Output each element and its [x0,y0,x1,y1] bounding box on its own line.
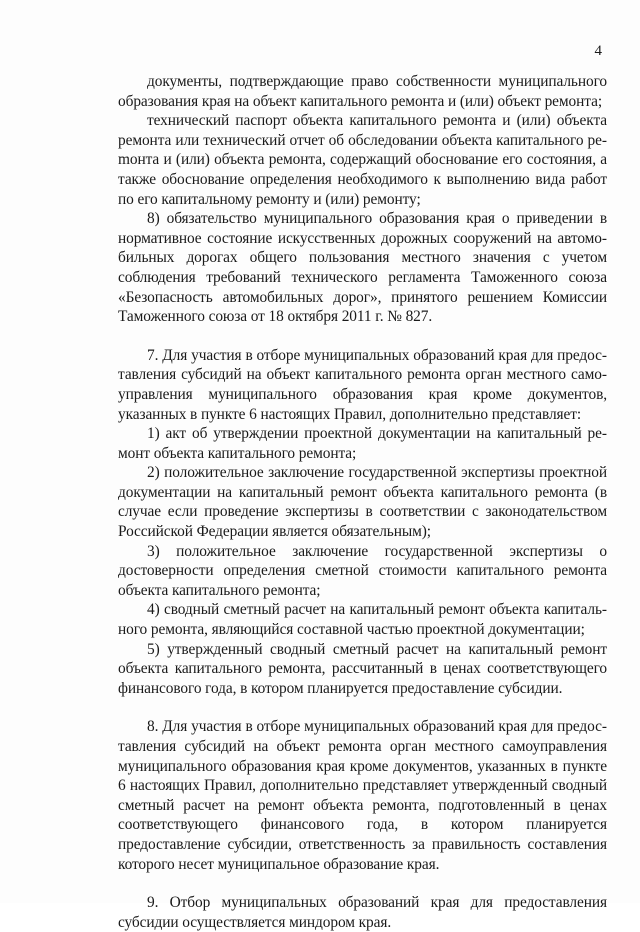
paragraph-item-8-obligation: 8) обязательство муниципального образования края о приведении в нормативное состояние искусственных дорожных сооружений на автомобильных дорогах общего пользования местного значения с учетом соблюдения требований технического регламента Таможенного союза «Безопасность автомобильных дорог», принятого решением Комиссии Таможенного союза от 18 октября 2011 г. № 827. [118,210,607,326]
paragraph-clause-7: 7. Для участия в отборе муниципальных образований края для предоставления субсидий на объект капитального ремонта орган местного самоуправления муниципального образования края кроме документов, указанных в пункте 6 настоящих Правил, дополнительно представляет: [118,346,607,423]
paragraph-technical-passport: технический паспорт объекта капитального ремонта и (или) объекта ремонта или технический отчет об обследовании объекта капитального реmонта и (или) объекта ремонта, содержащий обоснование его состояния, а также обоснование определения необходимого к выполнению вида работ по его капитальному ремонту и (или) ремонту; [118,112,607,208]
page-number: 4 [594,43,602,59]
document-body [118,72,607,932]
paragraph-clause-7-item-5: 5) утвержденный сводный сметный расчет на капитальный ремонт объекта капитального ремонта, рассчитанный в ценах соответствующего финансового года, в котором планируется предоставление субсидии. [118,640,607,697]
paragraph-clause-7-item-3: 3) положительное заключение государственной экспертизы о достоверности определения сметной стоимости капитального ремонта объекта капитального ремонта; [118,542,607,599]
paragraph-clause-7-item-1: 1) акт об утверждении проектной документации на капитальный ремонт объекта капитального ремонта; [118,425,607,462]
paragraph-clause-8: 8. Для участия в отборе муниципальных образований края для предоставления субсидий на объект ремонта орган местного самоуправления муниципального образования края кроме документов, указанных в пункте 6 настоящих Правил, дополнительно представляет утвержденный сводный сметный расчет на ремонт объекта ремонта, подготовленный в ценах соответствующего финансового года, в котором планируется предоставление субсидии, ответственность за правильность составления которого несет муниципальное образование края. [118,718,607,873]
paragraph-clause-7-item-2: 2) положительное заключение государственной экспертизы проектной документации на капитальный ремонт объекта капитального ремонта (в случае если проведение экспертизы в соответствии с законодательством Российской Федерации является обязательным); [118,464,607,541]
paragraph-clause-7-item-4: 4) сводный сметный расчет на капитальный ремонт объекта капитального ремонта, являющийся составной частью проектной документации; [118,601,607,639]
paragraph-ownership-documents: документы, подтверждающие право собственности муниципального образования края на объект капитального ремонта и (или) объект ремонта; [118,73,607,110]
paragraph-clause-9: 9. Отбор муниципальных образований края для предоставления субсидии осуществляется миндором края. [118,894,607,931]
